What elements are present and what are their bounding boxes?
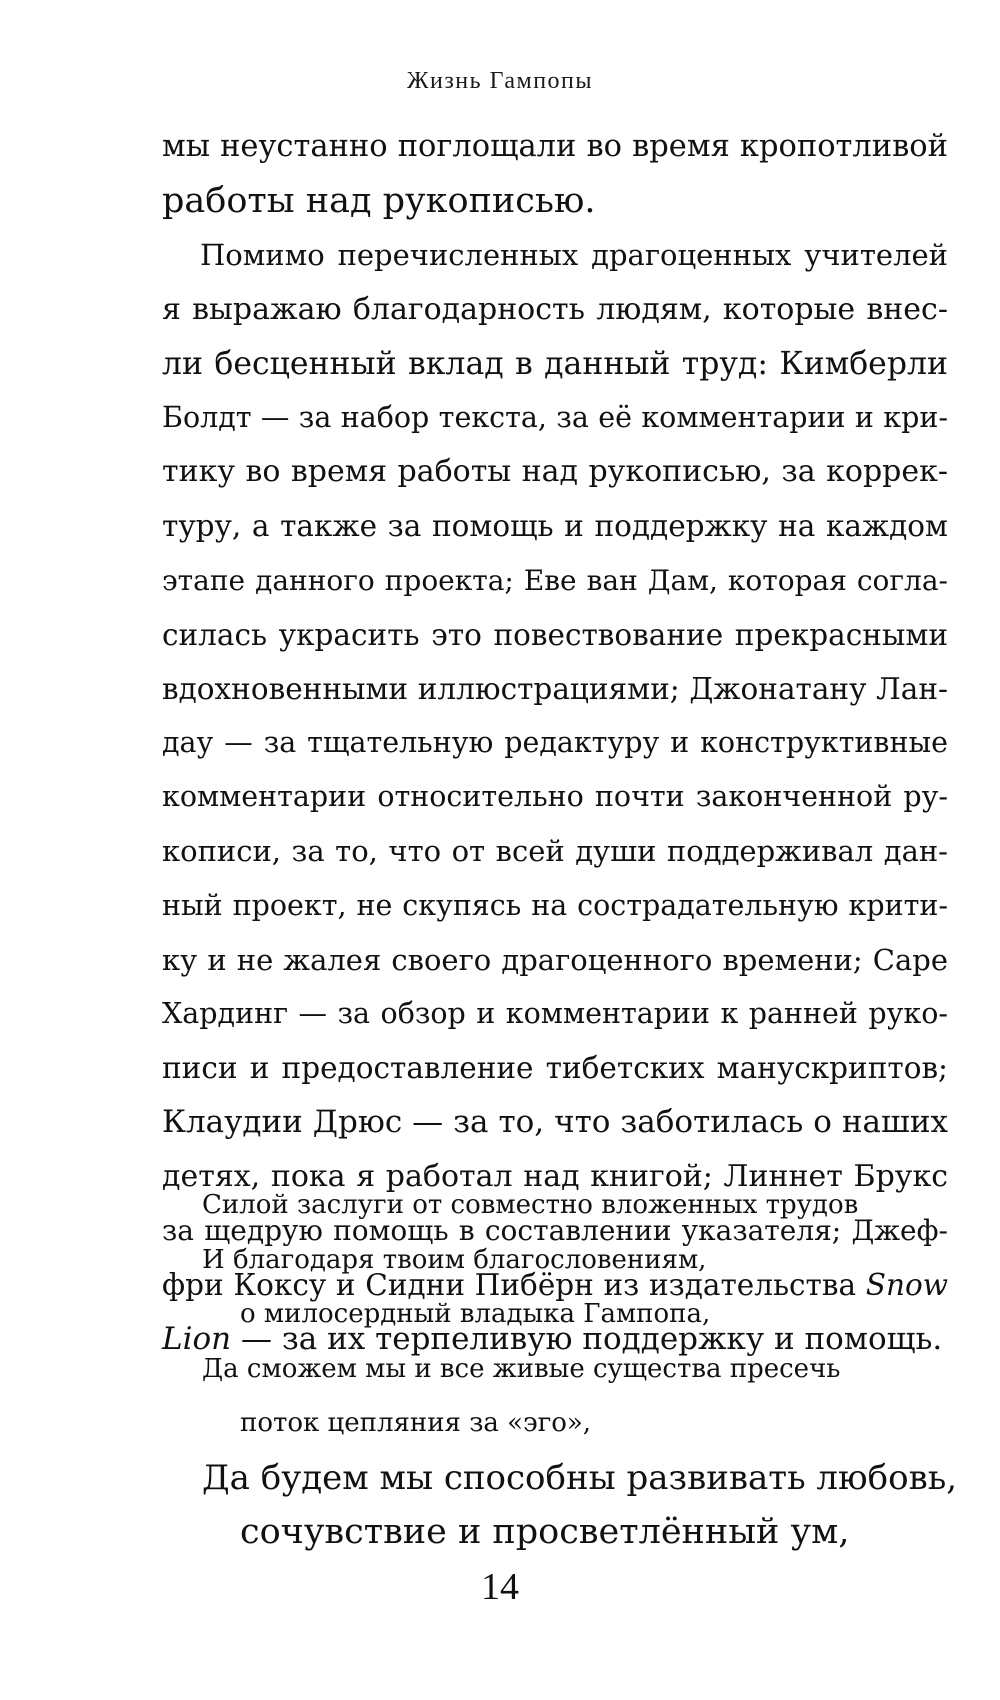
text-line	[162, 554, 948, 608]
line-text: комментарии относительно почти законченной ру-	[162, 780, 948, 814]
dedication-verse	[202, 1178, 957, 1560]
running-head: Жизнь Гампопы	[406, 68, 594, 94]
text-line	[162, 770, 948, 824]
line-text: дау — за тщательную редактуру и конструктивные	[162, 726, 948, 760]
verse-line: Да будем мы способны развивать любовь,	[202, 1457, 958, 1498]
text-line	[162, 120, 948, 174]
line-text: мы неустанно поглощали во время кропотливой	[162, 129, 948, 164]
text-line	[162, 879, 948, 933]
line-text: этапе данного проекта; Еве ван Дам, которая согла-	[162, 563, 948, 597]
verse-line: сочувствие и просветлённый ум,	[240, 1512, 850, 1552]
line-text: Клаудии Дрюс — за то, что заботилась о наших	[162, 1104, 948, 1141]
line-text: Болдт — за набор текста, за её комментарии и кри-	[162, 400, 948, 434]
line-text: ли бесценный вклад в данный труд: Кимберли	[162, 345, 948, 382]
italic-text: Snow	[865, 1267, 948, 1302]
verse-line: И благодаря твоим благословениям,	[202, 1244, 707, 1275]
text-line	[162, 1095, 948, 1149]
text-line	[162, 933, 948, 987]
text-line	[162, 391, 948, 445]
line-text: кописи, за то, что от всей души поддерживал дан-	[162, 834, 948, 869]
line-text: за щедрую помощь в составлении указателя; Джеф-	[162, 1213, 948, 1247]
line-text: Помимо перечисленных драгоценных учителей	[200, 238, 948, 273]
verse-line: Да сможем мы и все живые существа пресечь	[202, 1353, 841, 1384]
line-text: детях, пока я работал над книгой; Линнет Брукс	[162, 1158, 948, 1194]
line-text: вдохновенными иллюстрациями; Джонатану Лан-	[162, 671, 948, 706]
line-text: туру, а также за помощь и поддержку на каждом	[162, 509, 948, 544]
text-line	[162, 499, 948, 553]
text-line	[162, 228, 948, 282]
text-line	[162, 337, 948, 391]
verse-line: поток цепляния за «эго»,	[240, 1408, 592, 1438]
line-text: тику во время работы над рукописью, за коррек-	[162, 454, 948, 490]
line-text: я выражаю благодарность людям, которые внес-	[162, 291, 948, 327]
text-line	[162, 174, 948, 228]
text-line	[162, 716, 948, 770]
text-line	[162, 608, 948, 662]
text-line	[162, 283, 948, 337]
line-text: писи и предоставление тибетских манускриптов;	[162, 1051, 948, 1086]
text-line	[162, 662, 948, 716]
line-text: силась украсить это повествование прекрасными	[162, 617, 948, 652]
line-text: фри Коксу и Сидни Пибёрн из издательства	[162, 1267, 857, 1302]
text-line	[162, 987, 948, 1041]
line-text: ку и не жалея своего драгоценного времени; Саре	[162, 942, 948, 977]
text-line	[162, 1041, 948, 1095]
page-number: 14	[481, 1566, 519, 1608]
italic-text: Lion	[162, 1321, 232, 1358]
verse-line: о милосердный владыка Гампопа,	[240, 1299, 711, 1329]
line-text: Хардинг — за обзор и комментарии к ранней руко-	[162, 997, 948, 1030]
line-text: — за их терпеливую поддержку и помощь.	[231, 1321, 943, 1358]
text-line	[162, 824, 948, 878]
text-line	[162, 445, 948, 499]
line-text: ный проект, не скупясь на сострадательную крити-	[162, 888, 948, 922]
line-text: работы над рукописью.	[162, 181, 596, 222]
verse-line: Силой заслуги от совместно вложенных трудов	[202, 1190, 859, 1220]
